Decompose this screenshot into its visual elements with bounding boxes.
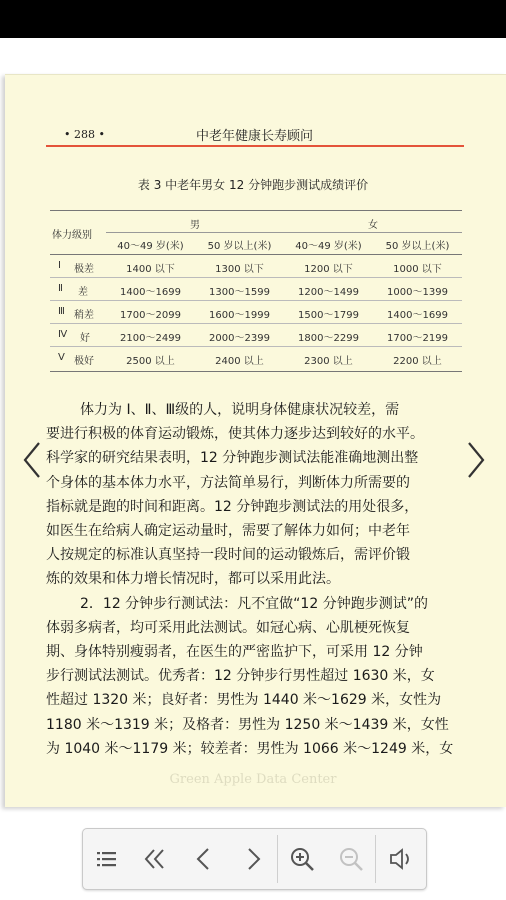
row-roman: Ⅳ	[58, 329, 68, 340]
subheader: 50 岁以上(米)	[207, 241, 272, 252]
double-chevron-left-icon	[138, 842, 172, 876]
volume-icon	[383, 842, 417, 876]
text-line: 期、身体特别瘦弱者，在医生的严密监护下，可采用 12 分钟	[46, 644, 423, 661]
page-number: • 288 •	[64, 128, 105, 141]
list-icon	[89, 842, 123, 876]
chevron-left-icon	[187, 842, 221, 876]
row-level: 差	[78, 287, 88, 298]
row-value: 1800～2299	[298, 333, 359, 344]
row-roman: Ⅴ	[58, 352, 65, 363]
text-line: 要进行积极的体育运动锻炼，使其体力逐步达到较好的水平。	[46, 426, 424, 443]
row-level: 好	[80, 333, 90, 344]
zoom-out-button[interactable]	[334, 842, 368, 876]
chevron-left-icon	[22, 440, 42, 480]
text-line: 个身体的基本体力水平，方法简单易行，判断体力所需要的	[46, 474, 410, 491]
toolbar-divider	[277, 835, 278, 883]
previous-page-button[interactable]	[187, 842, 221, 876]
row-value: 1400～1699	[120, 287, 181, 298]
row-level: 极好	[74, 356, 94, 367]
row-value: 1700～2099	[120, 310, 181, 321]
toc-button[interactable]	[89, 842, 123, 876]
text-line: 性超过 1320 米；良好者：男性为 1440 米～1629 米，女性为	[46, 692, 442, 709]
text-line: 2．12 分钟步行测试法：凡不宜做“12 分钟跑步测试”的	[80, 595, 428, 612]
next-page-arrow[interactable]	[466, 440, 486, 480]
page-header	[46, 124, 464, 146]
row-value: 2100～2499	[120, 333, 181, 344]
row-level: 稍差	[74, 310, 94, 321]
zoom-out-icon	[334, 842, 368, 876]
text-line: 炼的效果和体力增长情况时，都可以采用此法。	[46, 571, 340, 588]
header-rule	[46, 145, 464, 147]
zoom-in-icon	[285, 842, 319, 876]
first-page-button[interactable]	[138, 842, 172, 876]
subheader: 40～49 岁(米)	[117, 241, 184, 252]
fitness-table	[50, 210, 462, 375]
chevron-right-icon	[236, 842, 270, 876]
row-value: 1300 以下	[215, 264, 264, 275]
text-line: 人按规定的标准认真坚持一段时间的运动锻炼后，需评价锻	[46, 547, 410, 564]
toolbar-divider	[375, 835, 376, 883]
row-roman: Ⅱ	[58, 283, 63, 294]
row-value: 1600～1999	[209, 310, 270, 321]
subheader: 50 岁以上(米)	[385, 241, 450, 252]
row-value: 1400 以下	[126, 264, 175, 275]
row-value: 2200 以上	[393, 356, 442, 367]
text-line: 指标就是跑的时间和距离。12 分钟跑步测试法的用处很多，	[46, 498, 419, 515]
text-line: 步行测试法测试。优秀者：12 分钟步行男性超过 1630 米，女	[46, 668, 435, 685]
row-value: 2300 以上	[304, 356, 353, 367]
row-value: 1700～2199	[387, 333, 448, 344]
text-line: 体力为 Ⅰ、Ⅱ、Ⅲ级的人，说明身体健康状况较差，需	[80, 402, 400, 418]
chevron-right-icon	[466, 440, 486, 480]
text-line: 如医生在给病人确定运动量时，需要了解体力如何；中老年	[46, 523, 410, 540]
row-roman: Ⅲ	[58, 306, 65, 317]
row-value: 1000～1399	[387, 287, 448, 298]
row-roman: Ⅰ	[58, 260, 61, 271]
row-value: 1400～1699	[387, 310, 448, 321]
row-value: 2500 以上	[126, 356, 175, 367]
watermark: Green Apple Data Center	[169, 772, 337, 787]
text-line: 为 1040 米～1179 米；较差者：男性为 1066 米～1249 米，女	[46, 740, 454, 757]
row-level: 极差	[74, 264, 94, 275]
row-value: 2000～2399	[209, 333, 270, 344]
level-header: 体力级别	[52, 230, 92, 241]
text-line: 科学家的研究结果表明，12 分钟跑步测试法能准确地测出整	[46, 450, 419, 467]
group-female: 女	[368, 220, 378, 231]
row-value: 2400 以上	[215, 356, 264, 367]
read-aloud-button[interactable]	[383, 842, 417, 876]
group-male: 男	[190, 220, 200, 231]
next-page-button[interactable]	[236, 842, 270, 876]
body-text	[46, 398, 464, 761]
row-value: 1000 以下	[393, 264, 442, 275]
zoom-in-button[interactable]	[285, 842, 319, 876]
row-value: 1500～1799	[298, 310, 359, 321]
status-bar	[0, 0, 506, 38]
prev-page-arrow[interactable]	[22, 440, 42, 480]
row-value: 1200 以下	[304, 264, 353, 275]
table-caption: 表 3 中老年男女 12 分钟跑步测试成绩评价	[137, 178, 369, 192]
row-value: 1300～1599	[209, 287, 270, 298]
text-line: 体弱多病者，均可采用此法测试。如冠心病、心肌梗死恢复	[46, 619, 410, 636]
text-line: 1180 米～1319 米；及格者：男性为 1250 米～1439 米，女性	[46, 716, 449, 733]
running-title: 中老年健康长寿顾问	[196, 129, 314, 144]
reader-toolbar	[82, 828, 427, 890]
subheader: 40～49 岁(米)	[295, 241, 362, 252]
row-value: 1200～1499	[298, 287, 359, 298]
